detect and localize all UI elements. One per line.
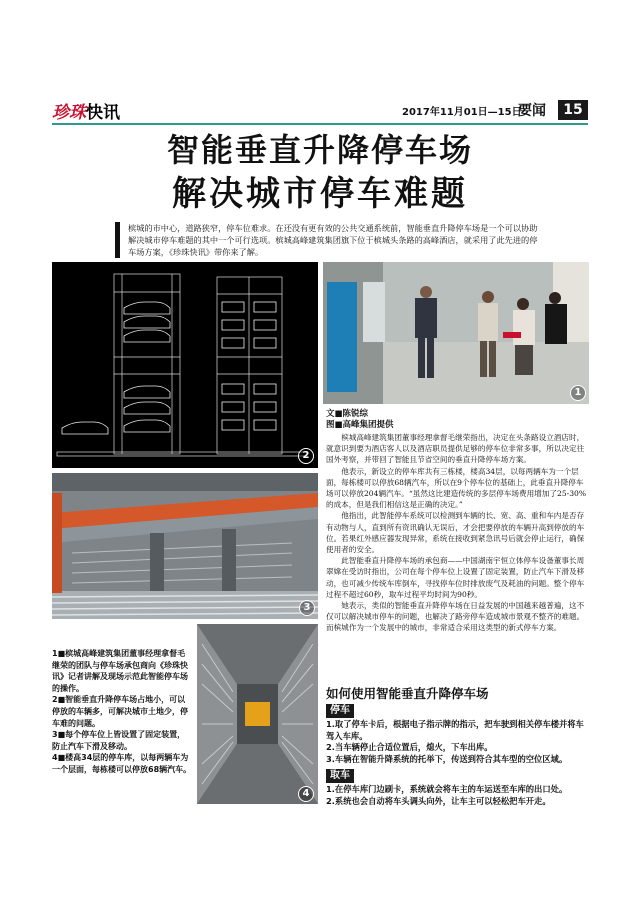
body-paragraph: 他表示，新设立的停车库共有三栋楼，楼高34层，以每两辆车为一个层面，每栋楼可以停放68辆汽车，所以在9个停车位的基础上，此垂直升降停车场可以停放204辆汽车。“虽然这比建造传统的多层停车场费用增加了25-30%的成本，但是我们相信这是正确的决定。” [326,466,587,510]
body-paragraph: 槟城高峰建筑集团董事经理拿督毛继荣指出，决定在头条路设立酒店时，就意识到要为酒店客人以及酒店职员提供足够的停车位非常多事，所以决定往国外考察，并带回了智能且节省空间的垂直升降停车场方案。 [326,433,585,465]
retrieve-label: 取车 [326,769,354,783]
park-steps [326,719,588,765]
photo-badge-2: 2 [298,448,314,464]
shaft-photo-graphic [197,624,318,804]
logo-black-text: 快讯 [86,103,120,123]
park-label: 停车 [326,704,354,718]
retrieve-steps [326,784,588,807]
cad-drawing-graphic [52,262,318,468]
park-step: 3.车辆在智能升降系统的托举下，传送到符合其车型的空位区域。 [326,753,568,764]
photo-badge-4: 4 [298,786,314,802]
photo-parking-tower-drawing [52,262,318,468]
photo-badge-1: 1 [570,385,586,401]
body-paragraph: 此智能垂直升降停车场的承包商——中国湖南宇恒立体停车设备董事长周翠嫦在受访时指出，公司在每个停车位上设置了固定装置，防止汽车下滑及移动，也可减少传统车库倒车，寻找停车位时排放废气及耗油的问题。整个停车过程不超过60秒，取车过程平均时间为90秒。 [326,556,585,599]
retrieve-step: 2.系统也会自动将车头调头向外，让车主可以轻松把车开走。 [326,795,551,806]
caption-4: 4■楼高34层的停车库，以每两辆车为一个层面，每栋楼可以停放68辆汽车。 [52,753,192,774]
photo-team-demonstration [323,262,589,404]
photo-badge-3: 3 [299,600,315,616]
page-number: 15 [558,100,588,120]
retrieve-step: 1.在停车库门边刷卡，系统就会将车主的车运送至车库的出口处。 [326,784,568,794]
caption-1: 1■槟城高峰建筑集团董事经理拿督毛继荣的团队与停车场承包商向《珍珠快讯》记者讲解及现场示范此智能停车场的操作。 [52,649,188,693]
section-name: 要闻 [518,103,546,119]
newspaper-logo [52,102,138,124]
park-step: 2.当车辆停止合适位置后，熄火，下车出库。 [326,742,493,752]
caption-2: 2■智能垂直升降停车场占地小，可以停放的车辆多，可解决城市土地少，停车难的问题。 [52,695,188,728]
photo-parking-platform [52,473,318,619]
platform-photo-graphic [52,473,318,619]
body-paragraph: 他指出，此智能停车系统可以检测到车辆的长、宽、高、重和车内是否存有动物与人，直到所有资讯确认无误后，才会把要停放的车辆升高到停放的车位。若果红外感应器发现异常，系统在接收到紧急讯号后就会停止运行，确保使用者的安全。 [326,511,585,555]
headline-main: 智能垂直升降停车场 [166,131,473,169]
logo-red-text: 珍珠 [52,103,86,123]
article-body [326,432,588,634]
header-rule [52,123,588,125]
howto-heading: 如何使用智能垂直升降停车场 [326,686,489,701]
photo-parking-shaft [197,624,318,804]
body-paragraph: 她表示，类似的智能垂直升降停车场在日益发展的中国越来越普遍，这不仅可以解决城市停车的问题，也解决了路旁停车造成城市景观不整齐的难题。而槟城作为一个发展中的城市，非常适合采用这类型的新式停车方案。 [326,601,585,633]
photo-credit: 图■高峰集团提供 [326,420,394,430]
caption-3: 3■每个停车位上皆设置了固定装置，防止汽车下滑及移动。 [52,730,186,751]
team-photo-graphic [323,262,589,404]
issue-date: 2017年11月01日—15日 [402,107,522,118]
photo-captions [52,648,192,776]
author-credit: 文■陈锐综 [326,409,369,419]
article-credits [326,409,394,431]
headline-sub: 解决城市停车难题 [172,174,468,214]
intro-paragraph: 槟城的市中心，道路狭窄，停车位难求。在还没有更有效的公共交通系统前，智能垂直升降停车场是一个可以协助解决城市停车难题的其中一个可行选项。槟城高峰建筑集团旗下位于槟城头条路的高峰酒店，就采用了此先进的停车场方案，《珍珠快讯》带你来了解。 [115,222,538,258]
park-step: 1.取了停车卡后，根据电子指示牌的指示，把车驶到相关停车楼并将车驾入车库。 [326,719,584,741]
